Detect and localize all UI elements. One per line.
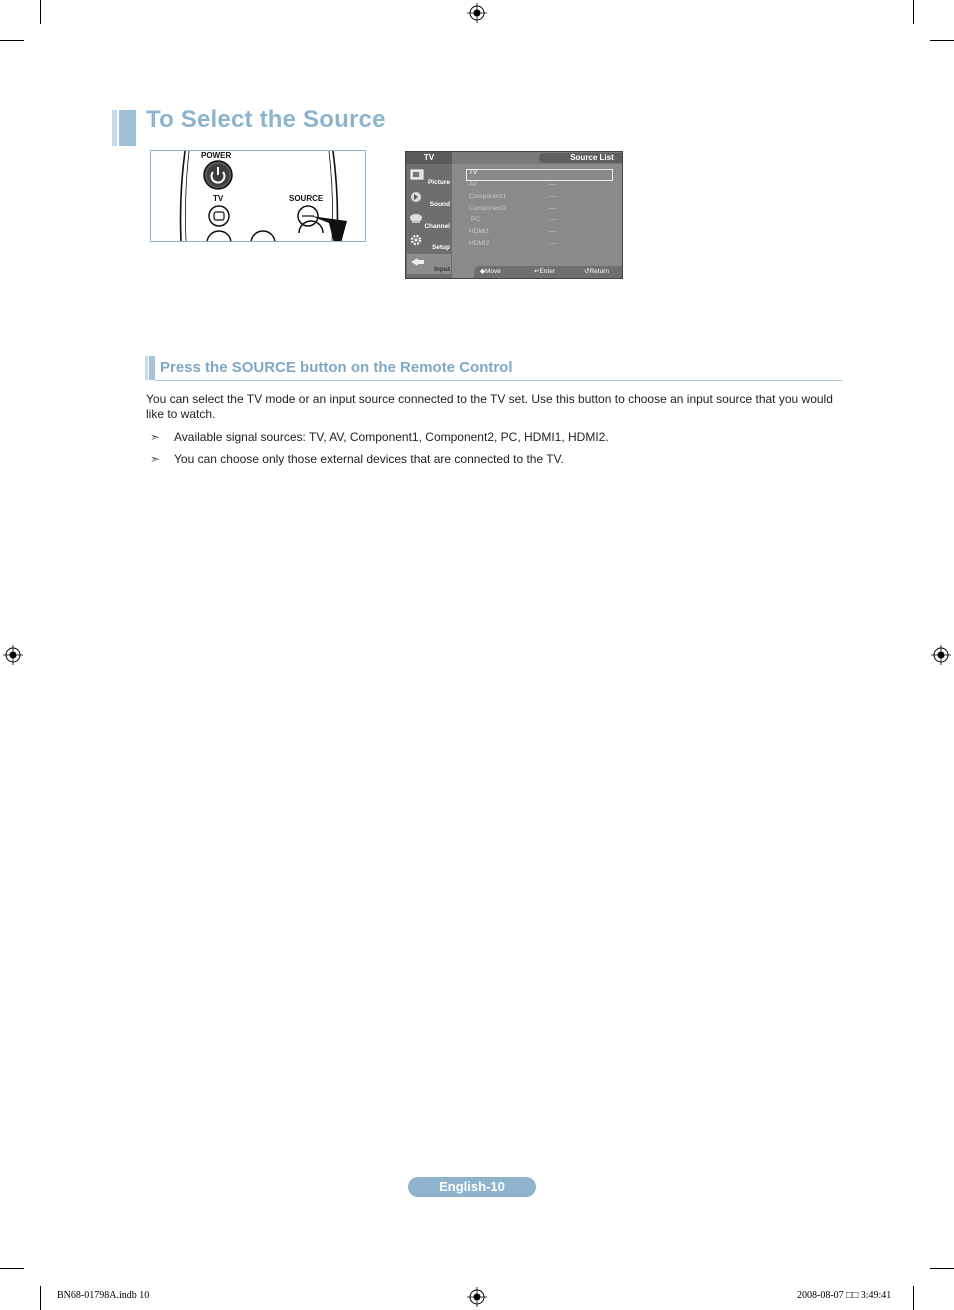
power-button-label: POWER xyxy=(201,151,232,160)
note-item: ➣ Available signal sources: TV, AV, Component1, Component2, PC, HDMI1, HDMI2. xyxy=(150,430,609,444)
picture-icon xyxy=(410,169,424,180)
tv-osd-figure xyxy=(405,151,623,279)
osd-header xyxy=(452,152,622,164)
registration-mark-icon xyxy=(931,645,951,665)
osd-source-row: Component2 : ---- xyxy=(469,205,558,212)
osd-selection-highlight xyxy=(466,169,613,181)
osd-source-row: AV : ---- xyxy=(469,181,558,188)
tv-button-label: TV xyxy=(213,194,224,203)
crop-mark xyxy=(40,1286,41,1310)
registration-mark-icon xyxy=(3,645,23,665)
note-arrow-icon: ➣ xyxy=(150,430,161,444)
osd-tv-tab: TV xyxy=(406,152,452,164)
osd-source-row: HDMI1 : ---- xyxy=(469,228,558,235)
osd-enter-hint: ↵ Enter xyxy=(534,268,555,275)
print-slug-left: BN68-01798A.indb 10 xyxy=(57,1290,150,1301)
setup-icon xyxy=(410,234,424,246)
osd-source-row: TV xyxy=(469,169,478,176)
osd-menu-setup: Setup xyxy=(407,232,451,252)
section-accent-bar xyxy=(145,356,155,380)
input-icon xyxy=(410,256,426,268)
note-item: ➣ You can choose only those external devices that are connected to the TV. xyxy=(150,452,564,466)
source-button-label: SOURCE xyxy=(289,194,324,203)
remote-control-figure xyxy=(150,150,366,242)
crop-mark xyxy=(930,1268,954,1269)
osd-menu-sound: Sound xyxy=(407,189,451,209)
osd-menu-picture: Picture xyxy=(407,167,451,187)
osd-source-row: Component1 : ---- xyxy=(469,193,558,200)
osd-menu-input: Input xyxy=(407,254,451,274)
osd-return-hint: ↺ Return xyxy=(584,268,609,275)
osd-move-hint: ◆ Move xyxy=(480,268,501,275)
osd-source-list-title: Source List xyxy=(539,153,623,163)
title-accent-bar xyxy=(112,110,136,146)
crop-mark xyxy=(0,1268,24,1269)
crop-mark xyxy=(913,0,914,24)
sound-icon xyxy=(410,191,424,203)
channel-icon xyxy=(410,213,424,225)
print-slug-right: 2008-08-07 □□ 3:49:41 xyxy=(797,1290,892,1301)
intro-paragraph: You can select the TV mode or an input source connected to the TV set. Use this button to choose an input source that you would like to watch. xyxy=(146,392,833,421)
note-arrow-icon: ➣ xyxy=(150,452,161,466)
section-heading: Press the SOURCE button on the Remote Control xyxy=(160,359,513,376)
crop-mark xyxy=(0,40,24,41)
osd-source-row: PC : ---- xyxy=(471,216,558,223)
page-number: English-10 xyxy=(408,1177,536,1197)
remote-control-icon xyxy=(151,151,365,241)
crop-mark xyxy=(930,40,954,41)
registration-mark-icon xyxy=(467,1287,487,1307)
page-title: To Select the Source xyxy=(146,106,386,133)
section-divider xyxy=(155,380,842,381)
registration-mark-icon xyxy=(467,3,487,23)
osd-menu-channel: Channel xyxy=(407,211,451,231)
osd-footer xyxy=(474,266,622,278)
crop-mark xyxy=(40,0,41,24)
osd-source-row: HDMI2 : ---- xyxy=(469,240,558,247)
crop-mark xyxy=(913,1286,914,1310)
